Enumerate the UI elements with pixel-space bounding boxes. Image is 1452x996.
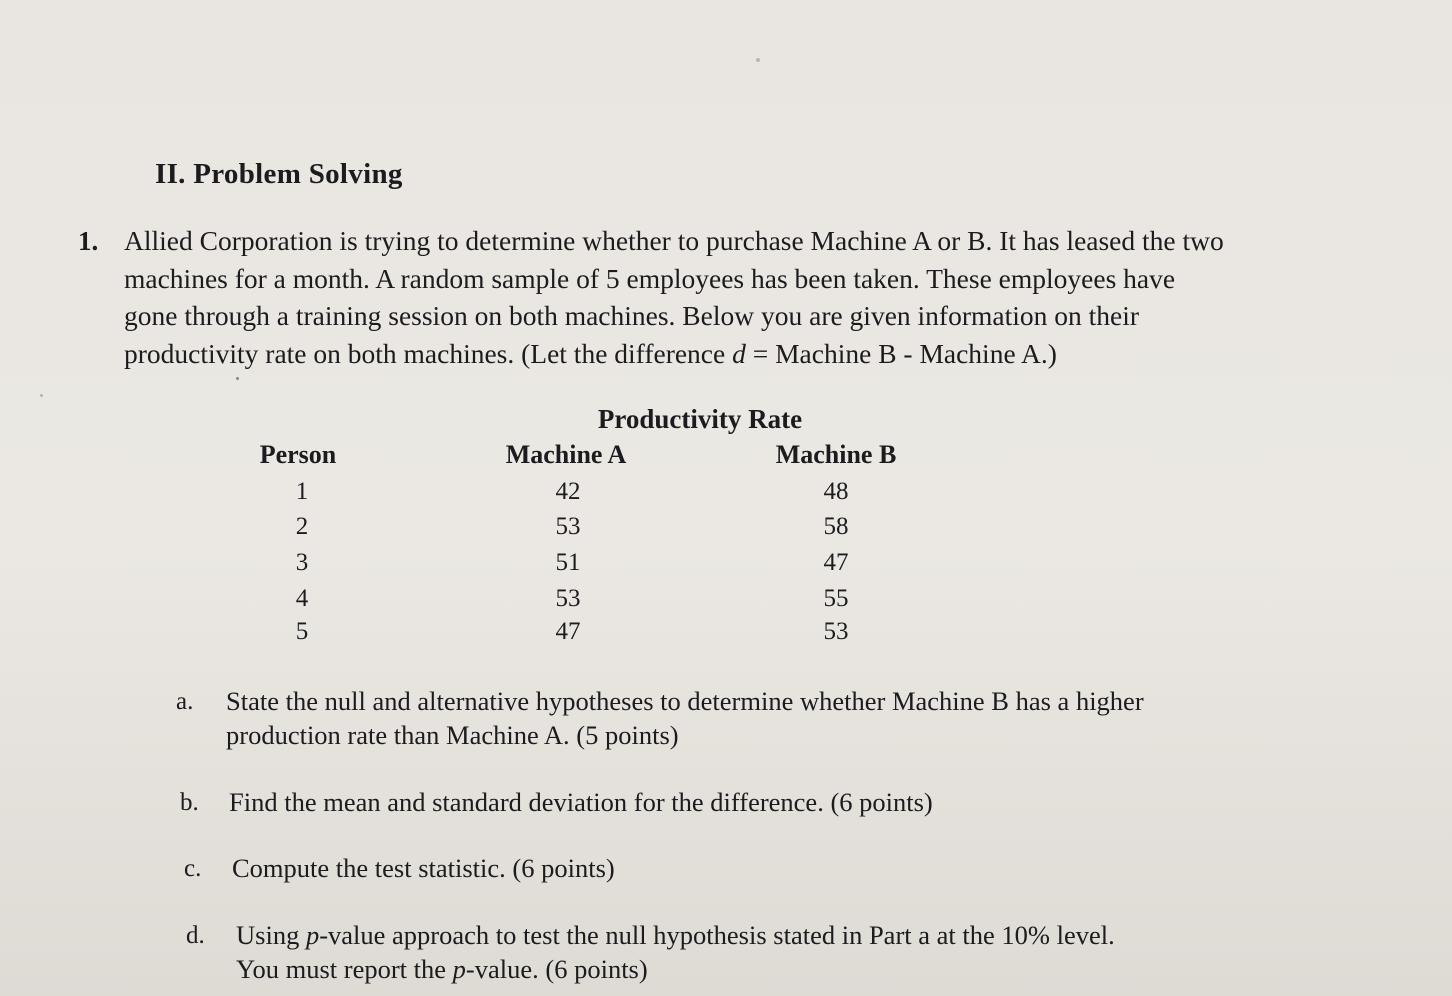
part-d-line-1 [236, 918, 1115, 952]
part-a-letter: a. [176, 688, 194, 715]
column-header-machine-b: Machine B [775, 440, 897, 469]
cell-machine-a: 53 [555, 585, 581, 612]
part-a-text [226, 684, 1144, 752]
question-number: 1. [78, 226, 99, 256]
question-line-4-post: = Machine B - Machine A.) [745, 337, 1057, 369]
column-header-machine-a: Machine A [505, 440, 627, 469]
part-d-line-1-post: -value approach to test the null hypothesis stated in Part a at the 10% level. [319, 920, 1115, 950]
part-d-line-2-pre: You must report the [236, 954, 453, 984]
dust-speck [756, 58, 760, 62]
part-a-line-2: production rate than Machine A. (5 points) [226, 720, 679, 750]
part-c-line-1: Compute the test statistic. (6 points) [232, 853, 615, 883]
part-d-line-2-post: -value. (6 points) [465, 954, 648, 984]
section-title: II. Problem Solving [155, 158, 403, 190]
variable-d: d [732, 337, 746, 369]
table-title: Productivity Rate [597, 404, 803, 434]
cell-machine-a: 53 [555, 513, 581, 540]
cell-person: 4 [295, 585, 309, 612]
cell-machine-b: 53 [823, 618, 849, 645]
cell-machine-a: 51 [555, 549, 581, 576]
variable-p: p [452, 954, 466, 984]
cell-person: 2 [295, 513, 309, 540]
cell-machine-b: 55 [823, 585, 849, 612]
variable-p: p [305, 920, 320, 950]
part-d-text [236, 918, 1115, 986]
part-c-text [232, 851, 615, 885]
cell-person: 1 [295, 478, 309, 505]
cell-person: 3 [295, 549, 309, 576]
part-d-line-1-pre: Using [236, 920, 306, 950]
cell-machine-a: 47 [555, 618, 581, 645]
part-c-letter: c. [184, 855, 202, 882]
cell-machine-a: 42 [555, 478, 581, 505]
question-line-1: Allied Corporation is trying to determine whether to purchase Machine A or B. It has leased the two [124, 225, 1224, 256]
column-header-person: Person [259, 440, 337, 469]
part-b-letter: b. [180, 789, 199, 816]
cell-machine-b: 58 [823, 513, 849, 540]
dust-speck [236, 377, 239, 380]
question-line-3: gone through a training session on both machines. Below you are given information on their [124, 300, 1140, 331]
cell-person: 5 [295, 618, 309, 645]
part-b-line-1: Find the mean and standard deviation for the difference. (6 points) [229, 787, 933, 817]
question-line-4 [124, 335, 1364, 373]
part-d-letter: d. [186, 922, 205, 949]
part-b-text [229, 785, 933, 819]
cell-machine-b: 48 [823, 478, 849, 505]
question-text [124, 222, 1364, 372]
part-a-line-1: State the null and alternative hypotheses to determine whether Machine B has a higher [226, 686, 1144, 716]
question-line-2: machines for a month. A random sample of 5 employees has been taken. These employees have [124, 262, 1176, 294]
cell-machine-b: 47 [823, 549, 849, 576]
part-d-line-2 [236, 952, 1115, 986]
dust-speck [40, 394, 43, 397]
question-line-4-pre: productivity rate on both machines. (Let the difference [124, 337, 733, 369]
